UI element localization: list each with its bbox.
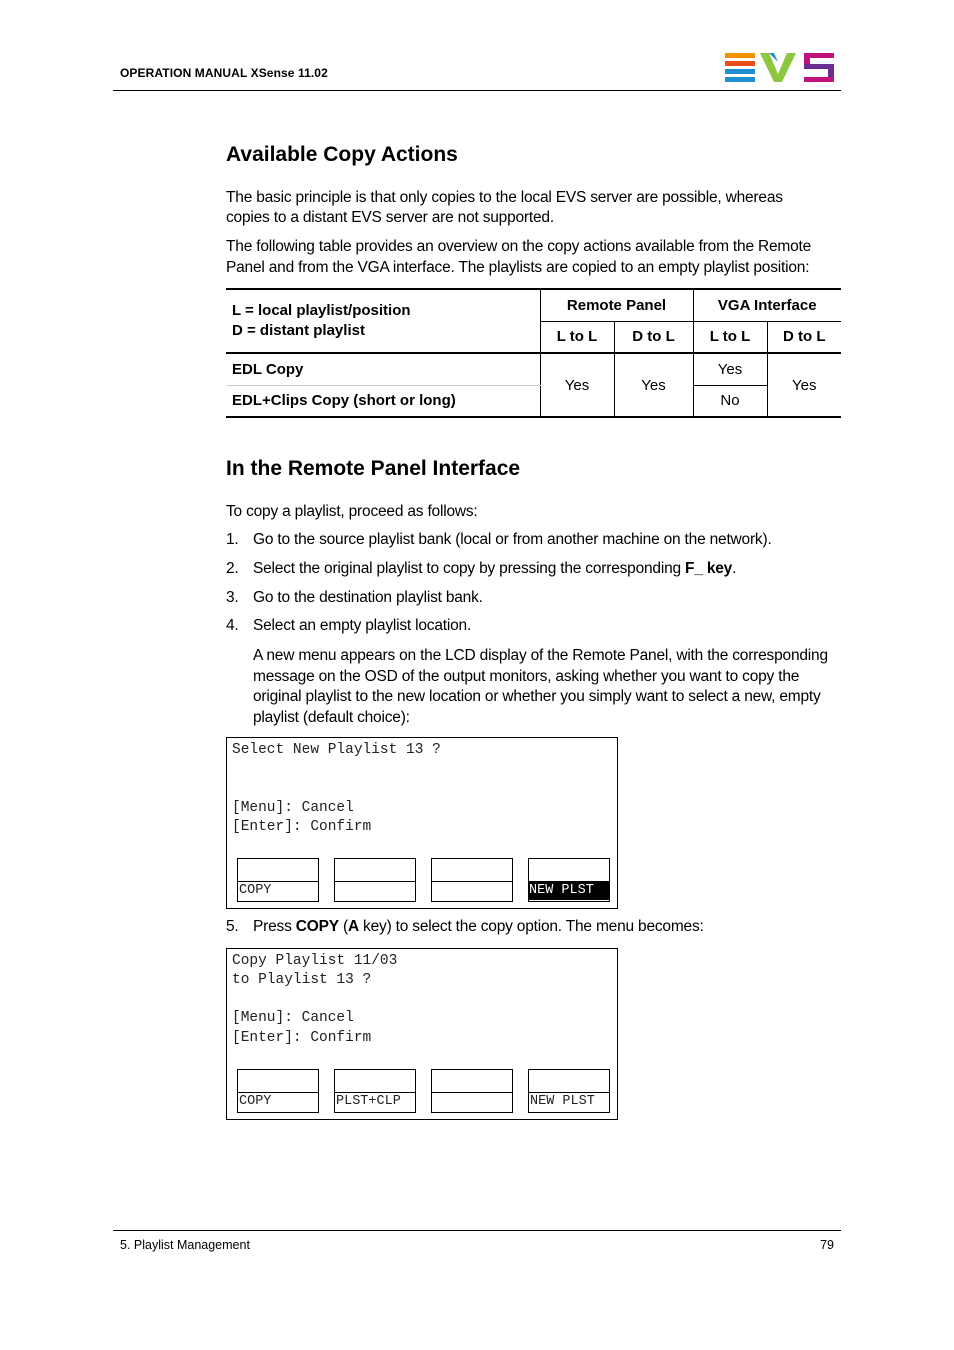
note-line-3: original playlist to the new location or whether you simply want to select a new, empty bbox=[253, 688, 821, 705]
lcd-display-select-new bbox=[226, 737, 618, 909]
legend-distant: D = distant playlist bbox=[232, 322, 365, 339]
row-label-edl-copy: EDL Copy bbox=[226, 353, 540, 385]
evs-logo bbox=[724, 52, 836, 82]
section-heading-remote-panel: In the Remote Panel Interface bbox=[226, 457, 521, 480]
cell-rp-dtol: Yes bbox=[614, 353, 693, 417]
a-key-label: A bbox=[347, 918, 359, 935]
table-legend bbox=[226, 289, 540, 353]
lcd2-key-c[interactable] bbox=[431, 1069, 513, 1113]
legend-local: L = local playlist/position bbox=[232, 302, 411, 319]
header-vga-interface: VGA Interface bbox=[693, 289, 841, 321]
lcd1-key-c[interactable] bbox=[431, 858, 513, 902]
header-title: OPERATION MANUAL XSense 11.02 bbox=[120, 66, 328, 80]
footer-chapter: 5. Playlist Management bbox=[120, 1238, 250, 1252]
lcd1-key-b[interactable] bbox=[334, 858, 416, 902]
lcd1-line-2: [Menu]: Cancel bbox=[232, 800, 354, 816]
procedure-intro: To copy a playlist, proceed as follows: bbox=[226, 503, 478, 520]
subheader-rp-dtol: D to L bbox=[614, 321, 693, 353]
paragraph-principle-line2: copies to a distant EVS server are not supported. bbox=[226, 209, 554, 226]
lcd1-line-3: [Enter]: Confirm bbox=[232, 819, 372, 835]
cell-rp-ltol: Yes bbox=[540, 353, 614, 417]
lcd2-line-2: to Playlist 13 ? bbox=[232, 972, 372, 988]
subheader-vga-ltol: L to L bbox=[693, 321, 767, 353]
lcd2-key-copy[interactable]: COPY bbox=[237, 1069, 319, 1113]
f-key-label: F_ key bbox=[685, 560, 733, 577]
header-rule bbox=[113, 90, 841, 91]
cell-vga-dtol: Yes bbox=[767, 353, 841, 417]
footer-rule bbox=[113, 1230, 841, 1231]
lcd1-key-new-plst[interactable]: NEW PLST bbox=[528, 858, 610, 902]
paragraph-principle-line1: The basic principle is that only copies to the local EVS server are possible, whereas bbox=[226, 189, 783, 206]
copy-key-label: COPY bbox=[295, 918, 339, 935]
paragraph-table-intro-line1: The following table provides an overview on the copy actions available from the Remote bbox=[226, 238, 812, 255]
cell-vga-ltol-clips: No bbox=[693, 385, 767, 417]
lcd2-key-plst-clp[interactable]: PLST+CLP bbox=[334, 1069, 416, 1113]
copy-actions-table bbox=[226, 288, 841, 418]
note-line-1: A new menu appears on the LCD display of the Remote Panel, with the corresponding bbox=[253, 647, 828, 664]
paragraph-table-intro-line2: Panel and from the VGA interface. The playlists are copied to an empty playlist position: bbox=[226, 259, 810, 276]
lcd2-line-3: [Menu]: Cancel bbox=[232, 1010, 354, 1026]
lcd2-key-new-plst[interactable]: NEW PLST bbox=[528, 1069, 610, 1113]
lcd2-line-4: [Enter]: Confirm bbox=[232, 1030, 372, 1046]
lcd2-line-1: Copy Playlist 11/03 bbox=[232, 953, 398, 969]
step-5: 5. Press COPY (A key) to select the copy option. The menu becomes: bbox=[226, 918, 704, 935]
header-remote-panel: Remote Panel bbox=[540, 289, 693, 321]
section-heading-copy-actions: Available Copy Actions bbox=[226, 143, 458, 166]
note-line-4: playlist (default choice): bbox=[253, 709, 410, 726]
subheader-rp-ltol: L to L bbox=[540, 321, 614, 353]
cell-vga-ltol-edl: Yes bbox=[693, 353, 767, 385]
subheader-vga-dtol: D to L bbox=[767, 321, 841, 353]
row-label-edl-clips-copy: EDL+Clips Copy (short or long) bbox=[226, 385, 540, 417]
lcd1-line-1: Select New Playlist 13 ? bbox=[232, 742, 441, 758]
page-number: 79 bbox=[820, 1238, 834, 1252]
lcd1-key-copy[interactable]: COPY bbox=[237, 858, 319, 902]
note-line-2: message on the OSD of the output monitors, asking whether you want to copy the bbox=[253, 668, 800, 685]
lcd-display-copy-playlist bbox=[226, 948, 618, 1120]
